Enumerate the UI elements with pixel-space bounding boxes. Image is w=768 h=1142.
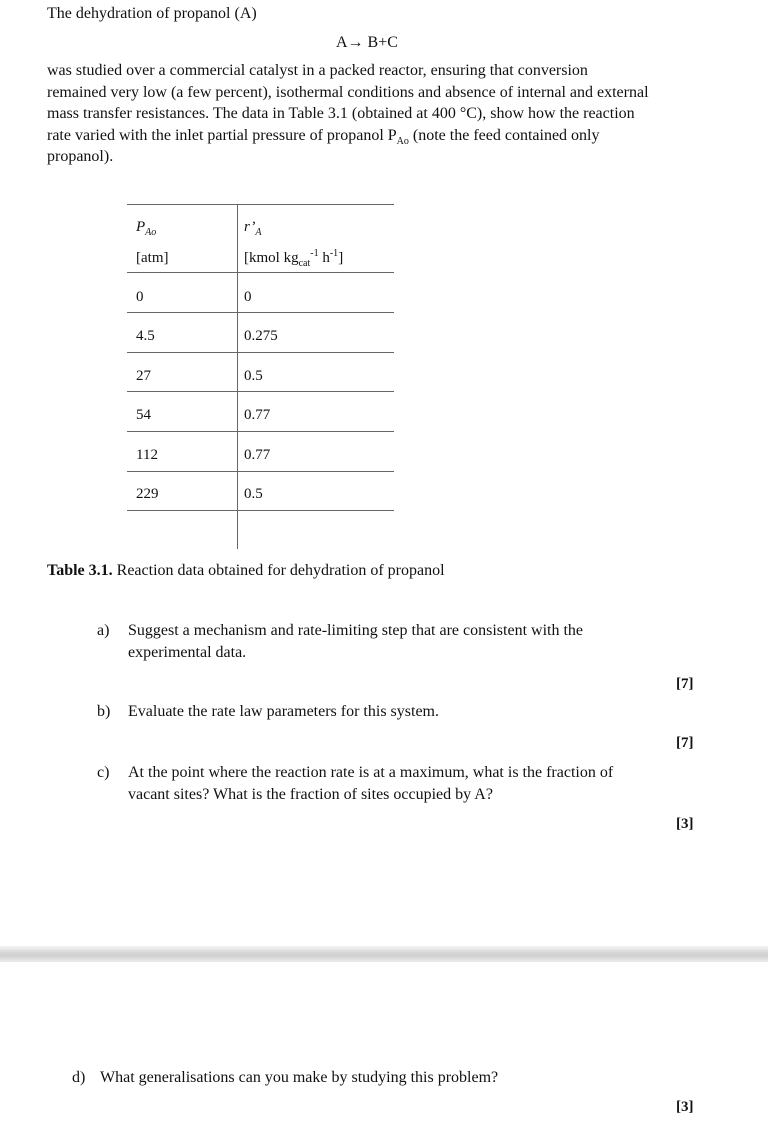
table-header-rate-unit: [kmol $kg_{cat}^{-1}$ $h^{-1}$] <box>244 248 344 269</box>
description-line: mass transfer resistances. The data in Table 3.1 (obtained at 400 °C), show how the reaction <box>47 105 635 122</box>
table-header-pressure-unit: [atm] <box>136 250 169 266</box>
question-c-text: At the point where the reaction rate is at a maximum, what is the fraction of vacant sites? What is the fraction of sites occupied by A? <box>128 764 614 803</box>
question-c-marks: [3] <box>676 816 694 832</box>
reaction-equation: A→ B+C <box>336 34 398 51</box>
description-line: rate varied with the inlet partial pressure of propanol $P_{Ao}$ (note the feed contained only <box>47 126 600 147</box>
question-a-text: Suggest a mechanism and rate-limiting step that are consistent with the experimental data. <box>128 622 583 661</box>
question-a-marks: [7] <box>676 676 694 692</box>
table-cell-rate: 0 <box>244 289 252 305</box>
table-cell-rate: 0.5 <box>244 368 263 384</box>
table-cell-rate: 0.5 <box>244 486 263 502</box>
page-divider <box>0 946 768 962</box>
table-cell-rate: 0.275 <box>244 328 278 344</box>
table-cell-rate: 0.77 <box>244 407 271 423</box>
problem-description <box>47 60 727 168</box>
table-cell-pressure: 54 <box>136 407 151 423</box>
table-cell-pressure: 27 <box>136 368 151 384</box>
question-b-marks: [7] <box>676 735 694 751</box>
table-header-pressure: $P_{Ao}$ <box>136 219 157 238</box>
question-a-label: a) <box>97 622 110 639</box>
table-caption: Table 3.1. Reaction data obtained for dehydration of propanol <box>47 562 445 579</box>
question-d-marks: [3] <box>676 1099 694 1115</box>
table-header-rate: $r’_A$ <box>244 219 262 238</box>
description-line: was studied over a commercial catalyst in a packed reactor, ensuring that conversion <box>47 62 588 79</box>
description-line: propanol). <box>47 148 114 165</box>
table-cell-pressure: 112 <box>136 447 158 463</box>
data-table <box>127 204 394 549</box>
question-b-text: Evaluate the rate law parameters for this system. <box>128 703 439 720</box>
problem-title: The dehydration of propanol (A) <box>47 5 257 22</box>
description-line: remained very low (a few percent), isothermal conditions and absence of internal and external <box>47 83 649 101</box>
question-c-label: c) <box>97 764 110 781</box>
table-cell-pressure: 0 <box>136 289 144 305</box>
table-cell-rate: 0.77 <box>244 447 271 463</box>
table-cell-pressure: 4.5 <box>136 328 155 344</box>
question-d-label: d) <box>72 1069 86 1086</box>
question-d-text: What generalisations can you make by studying this problem? <box>100 1069 499 1086</box>
question-b-label: b) <box>97 703 111 720</box>
table-cell-pressure: 229 <box>136 486 159 502</box>
